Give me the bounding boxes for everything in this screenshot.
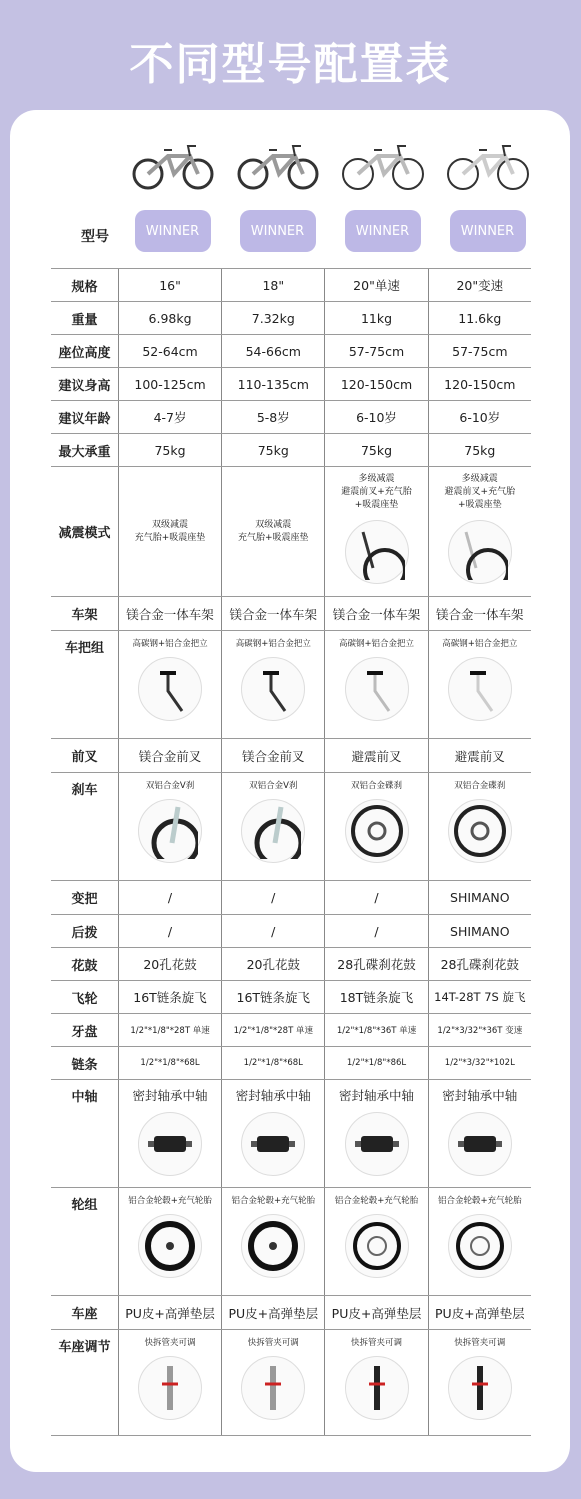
- cell-text: 高碳钢+铝合金把立: [338, 639, 415, 649]
- cell-text: 密封轴承中轴: [339, 1088, 415, 1103]
- cell: [325, 1080, 428, 1188]
- cell: /: [222, 915, 325, 948]
- row-max-load: [51, 434, 531, 467]
- row-freewheel: [51, 981, 531, 1014]
- row-label: 牙盘: [51, 1014, 118, 1047]
- cell: 28孔碟刹花鼓: [428, 948, 531, 981]
- row-label: 建议身高: [51, 368, 118, 401]
- cell: 18T链条旋飞: [325, 981, 428, 1014]
- cell-text: 高碳钢+铝合金把立: [442, 639, 518, 649]
- row-label: 轮组: [51, 1188, 118, 1296]
- cell: [118, 631, 221, 739]
- handlebar-image: [448, 657, 512, 721]
- cell: [222, 467, 325, 597]
- cell: SHIMANO: [428, 915, 531, 948]
- cell: [222, 1188, 325, 1296]
- row-rider-height: [51, 368, 531, 401]
- row-size: [51, 269, 531, 302]
- bike-16-image: [128, 140, 218, 192]
- cell-text: 双铝合金碟刹: [454, 781, 506, 791]
- cell-text: 双铝合金碟刹: [351, 781, 403, 791]
- row-label: 刹车: [51, 773, 118, 881]
- row-label: 最大承重: [51, 434, 118, 467]
- cell: 11kg: [325, 302, 428, 335]
- row-label: 后拨: [51, 915, 118, 948]
- cell: /: [325, 915, 428, 948]
- cell: [118, 467, 221, 597]
- row-label: 规格: [51, 269, 118, 302]
- wheel-image: [241, 1214, 305, 1278]
- cell: 14T-28T 7S 旋飞: [428, 981, 531, 1014]
- cell-text: 铝合金轮毂+充气轮胎: [438, 1196, 522, 1206]
- row-chain: [51, 1047, 531, 1080]
- cell: 52-64cm: [118, 335, 221, 368]
- model-badge: WINNER: [135, 210, 211, 252]
- cell: /: [118, 915, 221, 948]
- row-label: 变把: [51, 881, 118, 915]
- cell: [325, 1188, 428, 1296]
- bike-20-single-image: [338, 140, 428, 192]
- cell: 16T链条旋飞: [118, 981, 221, 1014]
- cell: 110-135cm: [222, 368, 325, 401]
- cell: 4-7岁: [118, 401, 221, 434]
- cell: 20孔花鼓: [118, 948, 221, 981]
- cell-text: 快拆管夹可调: [351, 1338, 403, 1348]
- seat-clamp-image: [138, 1356, 202, 1420]
- wheel-image: [448, 1214, 512, 1278]
- row-label: 中轴: [51, 1080, 118, 1188]
- wheel-image: [345, 1214, 409, 1278]
- row-seat-height: [51, 335, 531, 368]
- cell: [325, 467, 428, 597]
- cell: 1/2"*1/8"*28T 单速: [118, 1014, 221, 1047]
- cell: 1/2"*3/32"*102L: [428, 1047, 531, 1080]
- cell: [222, 1080, 325, 1188]
- cell: 75kg: [118, 434, 221, 467]
- row-frame: [51, 597, 531, 631]
- cell: 5-8岁: [222, 401, 325, 434]
- model-badge: WINNER: [450, 210, 526, 252]
- cell-text: 密封轴承中轴: [442, 1088, 518, 1103]
- cell: [222, 631, 325, 739]
- cell: /: [325, 881, 428, 915]
- disc-brake-image: [448, 799, 512, 863]
- row-derailleur: [51, 915, 531, 948]
- cell-text: 密封轴承中轴: [235, 1088, 311, 1103]
- cell: [428, 773, 531, 881]
- cell: 6-10岁: [325, 401, 428, 434]
- bike-20-gear-image: [443, 140, 533, 192]
- cell: [428, 1080, 531, 1188]
- cell: [118, 1330, 221, 1436]
- handlebar-image: [138, 657, 202, 721]
- cell-text: 高碳钢+铝合金把立: [235, 639, 311, 649]
- cell: 120-150cm: [428, 368, 531, 401]
- handlebar-image: [345, 657, 409, 721]
- cell: /: [118, 881, 221, 915]
- row-saddle: [51, 1296, 531, 1330]
- cell: 镁合金前叉: [118, 739, 221, 773]
- row-label: 车座: [51, 1296, 118, 1330]
- cell-text: 快拆管夹可调: [247, 1338, 299, 1348]
- cell: 75kg: [325, 434, 428, 467]
- cell-text: 高碳钢+铝合金把立: [132, 639, 208, 649]
- row-label: 车座调节: [51, 1330, 118, 1436]
- cell: 20孔花鼓: [222, 948, 325, 981]
- row-handlebar: [51, 631, 531, 739]
- bottom-bracket-image: [138, 1112, 202, 1176]
- row-label: 飞轮: [51, 981, 118, 1014]
- bottom-bracket-image: [448, 1112, 512, 1176]
- model-badge: WINNER: [345, 210, 421, 252]
- row-fork: [51, 739, 531, 773]
- row-shifter: [51, 881, 531, 915]
- row-label: 前叉: [51, 739, 118, 773]
- cell: [118, 773, 221, 881]
- cell-text: 多级减震 避震前叉+充气胎 +吸震座垫: [444, 474, 516, 510]
- bottom-bracket-image: [345, 1112, 409, 1176]
- row-label: 花鼓: [51, 948, 118, 981]
- cell-text: 密封轴承中轴: [132, 1088, 208, 1103]
- cell: 75kg: [222, 434, 325, 467]
- row-label: 车把组: [51, 631, 118, 739]
- bike-photos: [120, 140, 540, 195]
- row-age: [51, 401, 531, 434]
- cell-text: 铝合金轮毂+充气轮胎: [128, 1196, 212, 1206]
- cell: 镁合金一体车架: [428, 597, 531, 631]
- cell: 镁合金一体车架: [222, 597, 325, 631]
- cell: 1/2"*1/8"*36T 单速: [325, 1014, 428, 1047]
- model-badges: [120, 210, 540, 260]
- cell: 1/2"*1/8"*28T 单速: [222, 1014, 325, 1047]
- cell: 1/2"*3/32"*36T 变速: [428, 1014, 531, 1047]
- row-brake: [51, 773, 531, 881]
- cell: 57-75cm: [428, 335, 531, 368]
- cell-text: 快拆管夹可调: [454, 1338, 506, 1348]
- cell: 1/2"*1/8"*68L: [222, 1047, 325, 1080]
- spec-table: [51, 268, 531, 1436]
- cell: [428, 467, 531, 597]
- cell: PU皮+高弹垫层: [325, 1296, 428, 1330]
- cell-text: 多级减震 避震前叉+充气胎 +吸震座垫: [341, 474, 412, 510]
- cell: /: [222, 881, 325, 915]
- cell: 1/2"*1/8"*86L: [325, 1047, 428, 1080]
- row-wheelset: [51, 1188, 531, 1296]
- cell: PU皮+高弹垫层: [428, 1296, 531, 1330]
- cell: 16T链条旋飞: [222, 981, 325, 1014]
- cell: 75kg: [428, 434, 531, 467]
- row-label: 车架: [51, 597, 118, 631]
- row-suspension: [51, 467, 531, 597]
- row-label: 座位高度: [51, 335, 118, 368]
- cell: 28孔碟刹花鼓: [325, 948, 428, 981]
- cell: 1/2"*1/8"*68L: [118, 1047, 221, 1080]
- cell: SHIMANO: [428, 881, 531, 915]
- cell: 镁合金一体车架: [325, 597, 428, 631]
- cell: [118, 1188, 221, 1296]
- cell: 54-66cm: [222, 335, 325, 368]
- cell-text: 双铝合金V刹: [249, 781, 298, 791]
- row-label: 链条: [51, 1047, 118, 1080]
- bike-18-image: [233, 140, 323, 192]
- cell: 57-75cm: [325, 335, 428, 368]
- cell-text: 铝合金轮毂+充气轮胎: [334, 1196, 419, 1206]
- cell-text: 双铝合金V刹: [145, 781, 195, 791]
- row-hub: [51, 948, 531, 981]
- seat-clamp-image: [241, 1356, 305, 1420]
- cell: 16": [118, 269, 221, 302]
- cell: 20"变速: [428, 269, 531, 302]
- cell: 避震前叉: [428, 739, 531, 773]
- cell: 100-125cm: [118, 368, 221, 401]
- suspension-fork-image: [345, 520, 409, 584]
- cell: [325, 1330, 428, 1436]
- disc-brake-image: [345, 799, 409, 863]
- wheel-image: [138, 1214, 202, 1278]
- cell: [325, 773, 428, 881]
- row-label: 减震模式: [51, 467, 118, 597]
- cell: 18": [222, 269, 325, 302]
- cell-text: 快拆管夹可调: [144, 1338, 196, 1348]
- row-seat-adjust: [51, 1330, 531, 1436]
- handlebar-image: [241, 657, 305, 721]
- row-bottom-bracket: [51, 1080, 531, 1188]
- cell-text: 双级减震 充气胎+吸震座垫: [134, 519, 206, 543]
- cell: [428, 1330, 531, 1436]
- cell: [222, 773, 325, 881]
- cell: 6-10岁: [428, 401, 531, 434]
- cell: 镁合金一体车架: [118, 597, 221, 631]
- row-label: 重量: [51, 302, 118, 335]
- cell: [325, 631, 428, 739]
- cell: PU皮+高弹垫层: [118, 1296, 221, 1330]
- cell-text: 铝合金轮毂+充气轮胎: [231, 1196, 316, 1206]
- v-brake-image: [241, 799, 305, 863]
- suspension-fork-image: [448, 520, 512, 584]
- row-weight: [51, 302, 531, 335]
- cell: [222, 1330, 325, 1436]
- v-brake-image: [138, 799, 202, 863]
- cell: 120-150cm: [325, 368, 428, 401]
- cell: 镁合金前叉: [222, 739, 325, 773]
- bottom-bracket-image: [241, 1112, 305, 1176]
- model-label: 型号: [81, 229, 109, 245]
- cell: 11.6kg: [428, 302, 531, 335]
- seat-clamp-image: [345, 1356, 409, 1420]
- cell: [428, 1188, 531, 1296]
- cell: PU皮+高弹垫层: [222, 1296, 325, 1330]
- cell: 7.32kg: [222, 302, 325, 335]
- seat-clamp-image: [448, 1356, 512, 1420]
- cell: 20"单速: [325, 269, 428, 302]
- row-label: 建议年龄: [51, 401, 118, 434]
- model-badge: WINNER: [240, 210, 316, 252]
- cell-text: 双级减震 充气胎+吸震座垫: [238, 519, 309, 543]
- row-crankset: [51, 1014, 531, 1047]
- cell: [428, 631, 531, 739]
- cell: 避震前叉: [325, 739, 428, 773]
- cell: 6.98kg: [118, 302, 221, 335]
- page-title: 不同型号配置表: [129, 39, 452, 90]
- cell: [118, 1080, 221, 1188]
